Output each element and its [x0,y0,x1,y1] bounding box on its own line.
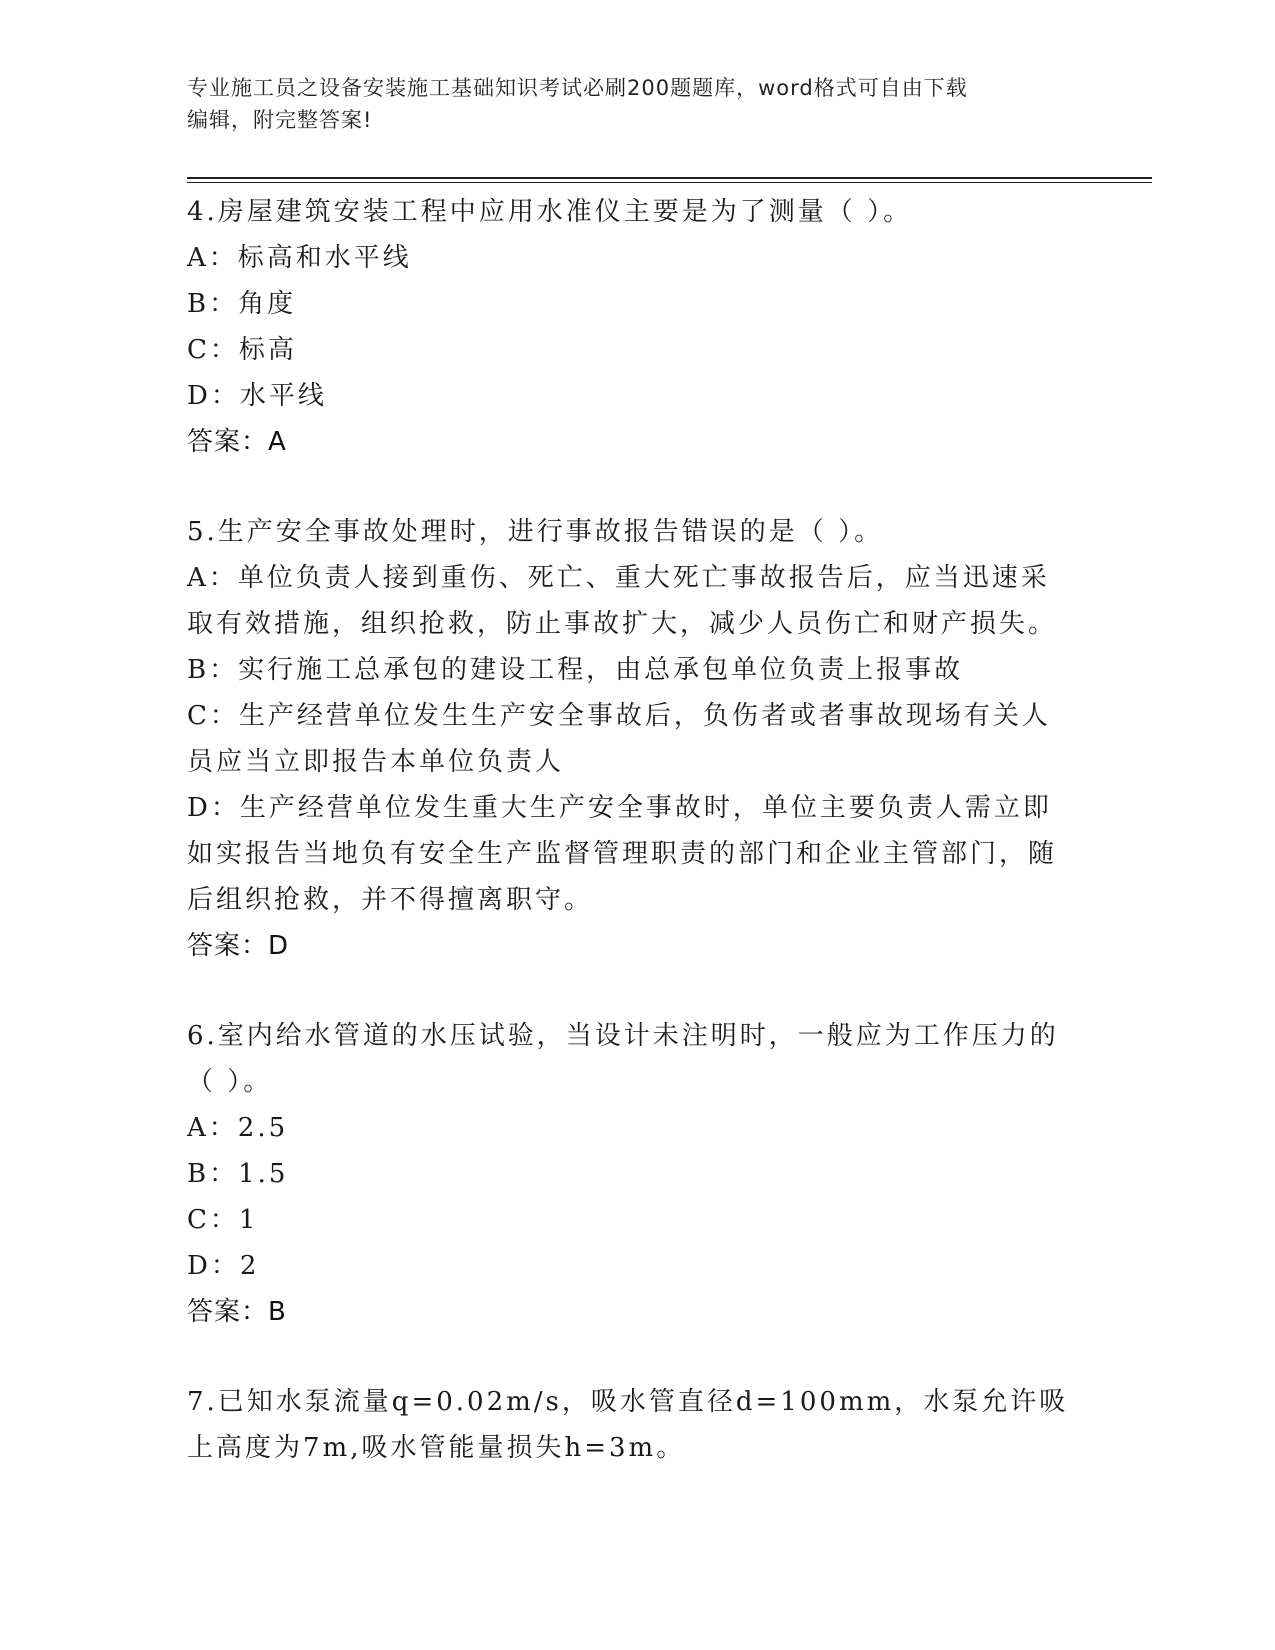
option-a: A：2.5 [187,1113,289,1143]
answer-line: 答案：A [187,427,287,457]
answer-line: 答案：D [187,931,290,961]
option-d: D：2 [187,1251,260,1281]
question-5 [187,509,1077,969]
question-7 [187,1379,1077,1471]
question-stem: 7.已知水泵流量q=0.02m/s，吸水管直径d=100mm，水泵允许吸上高度为7m,吸水管能量损失h=3m。 [187,1387,1069,1463]
header-title-line-1: 专业施工员之设备安装施工基础知识考试必刷200题题库，word格式可自由下载 [187,76,968,100]
option-c: C：生产经营单位发生生产安全事故后，负伤者或者事故现场有关人员应当立即报告本单位负责人 [187,701,1051,777]
answer-line: 答案：B [187,1297,287,1327]
option-b: B：角度 [187,289,297,319]
question-stem: 6.室内给水管道的水压试验，当设计未注明时，一般应为工作压力的（ ）。 [187,1021,1059,1097]
option-b: B：实行施工总承包的建设工程，由总承包单位负责上报事故 [187,655,964,685]
question-6 [187,1013,1077,1335]
option-a: A：单位负责人接到重伤、死亡、重大死亡事故报告后，应当迅速采取有效措施，组织抢救，防止事故扩大，减少人员伤亡和财产损失。 [187,563,1058,639]
option-c: C：标高 [187,335,297,365]
option-b: B：1.5 [187,1159,289,1189]
option-c: C：1 [187,1205,259,1235]
question-4 [187,189,1077,465]
option-d: D：水平线 [187,381,327,411]
header-divider-thin [187,182,1152,183]
question-stem: 5.生产安全事故处理时，进行事故报告错误的是（ ）。 [187,517,884,547]
option-a: A：标高和水平线 [187,243,412,273]
header-title-line-2: 编辑，附完整答案! [187,108,373,132]
header-divider-thick [187,177,1152,179]
option-d: D：生产经营单位发生重大生产安全事故时，单位主要负责人需立即如实报告当地负有安全生产监督管理职责的部门和企业主管部门，随后组织抢救，并不得擅离职守。 [187,793,1058,915]
question-list [187,189,1077,1515]
document-header [187,72,1067,136]
question-stem: 4.房屋建筑安装工程中应用水准仪主要是为了测量（ ）。 [187,197,913,227]
